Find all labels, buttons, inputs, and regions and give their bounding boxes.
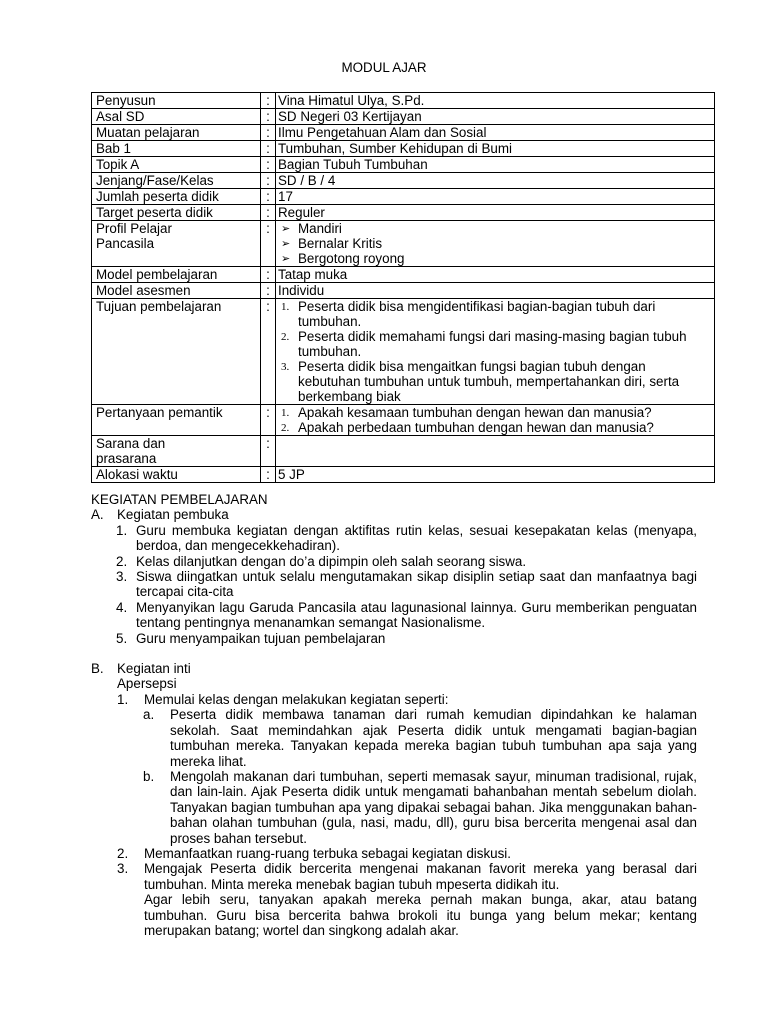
- list-item: [91, 523, 697, 554]
- row-value: [276, 436, 715, 467]
- list-item: [91, 631, 697, 646]
- list-item: 2. Peserta didik memahami fungsi dari masing-masing bagian tubuh tumbuhan.: [281, 329, 687, 359]
- item-text: Memanfaatkan ruang-ruang terbuka sebagai kegiatan diskusi.: [144, 845, 511, 861]
- section-title: Kegiatan inti: [117, 661, 191, 677]
- section-sub-title: Apersepsi: [117, 676, 177, 692]
- row-label: Model asesmen: [92, 283, 261, 299]
- row-value: Tumbuhan, Sumber Kehidupan di Bumi: [276, 141, 715, 157]
- row-label: Jenjang/Fase/Kelas: [92, 173, 261, 189]
- list-item: 3. Peserta didik bisa mengaitkan fungsi bagian tubuh dengan kebutuhan tumbuhan untuk tumbuh, mempertahankan diri, serta berkembang biak: [281, 359, 680, 404]
- table-row-pertanyaan: [92, 405, 715, 436]
- row-value: Reguler: [276, 205, 715, 221]
- list-item: ➢ Mandiri: [278, 221, 708, 236]
- item-number: 2.: [116, 553, 128, 569]
- row-label: Muatan pelajaran: [92, 125, 261, 141]
- item-number: 3.: [117, 861, 129, 877]
- row-value: [276, 405, 715, 436]
- colon: :: [261, 405, 276, 436]
- row-label: Sarana dan prasarana: [92, 436, 261, 467]
- item-text: Mengajak Peserta didik bercerita mengenai makanan favorit mereka yang berasal dari tumbuhan. Minta mereka menebak bagian tubuh mpeserta didikah itu.: [144, 861, 697, 892]
- list-item: [91, 861, 697, 892]
- colon: :: [261, 205, 276, 221]
- row-value: Tatap muka: [276, 267, 715, 283]
- tujuan-list: [278, 299, 708, 404]
- colon: :: [261, 157, 276, 173]
- list-item: [91, 554, 697, 569]
- row-value: Vina Himatul Ulya, S.Pd.: [276, 93, 715, 109]
- table-row: [92, 141, 715, 157]
- row-value: 5 JP: [276, 467, 715, 483]
- colon: :: [261, 189, 276, 205]
- colon: :: [261, 173, 276, 189]
- kegiatan-section: [91, 492, 697, 938]
- item-text: Siswa diingatkan untuk selalu mengutamakan sikap disiplin setiap saat dan manfaatnya bagi tercapai cita-cita: [136, 569, 697, 600]
- row-label: Pertanyaan pemantik: [92, 405, 261, 436]
- list-item: [91, 569, 697, 600]
- table-row: [92, 173, 715, 189]
- row-value: SD Negeri 03 Kertijayan: [276, 109, 715, 125]
- item-text: Guru membuka kegiatan dengan aktifitas rutin kelas, sesuai kesepakatan kelas (menyapa, berdoa, dan mengecekkehadiran).: [136, 522, 697, 554]
- section-b-title: [91, 661, 697, 676]
- row-label: Model pembelajaran: [92, 267, 261, 283]
- list-item: [91, 692, 697, 707]
- item-text: Mengolah makanan dari tumbuhan, seperti memasak sayur, minuman tradisional, rujak, dan lain-lain. Ajak Peserta didik untuk mengamati bahanbahan mentah sebelum diolah. Tanyakan bagian tumbuhan apa yang dipakai sebagai bahan. Jika menggunakan bahan-bahan olahan tumbuhan (gula, nasi, madu, dll), guru bisa bercerita mengenai asal dan proses bahan tersebut.: [170, 768, 697, 846]
- section-marker: A.: [91, 507, 104, 523]
- table-row: [92, 283, 715, 299]
- item-number: 1.: [116, 522, 128, 538]
- table-row-profil: [92, 221, 715, 267]
- list-item: 1. Peserta didik bisa mengidentifikasi bagian-bagian tubuh dari tumbuhan.: [281, 299, 656, 329]
- item-text: Kelas dilanjutkan dengan do’a dipimpin oleh salah seorang siswa.: [136, 553, 527, 569]
- row-value: Bagian Tubuh Tumbuhan: [276, 157, 715, 173]
- row-value: [276, 221, 715, 267]
- item-number: 3.: [116, 569, 128, 585]
- colon: :: [261, 467, 276, 483]
- page-title: MODUL AJAR: [341, 60, 427, 75]
- row-value: 17: [276, 189, 715, 205]
- list-item: [91, 600, 697, 631]
- item-number: 2.: [117, 845, 129, 861]
- table-row: [92, 109, 715, 125]
- colon: :: [261, 436, 276, 467]
- row-value: Individu: [276, 283, 715, 299]
- section-title: Kegiatan pembuka: [117, 507, 229, 523]
- row-value: SD / B / 4: [276, 173, 715, 189]
- list-item: 1. Apakah kesamaan tumbuhan dengan hewan dan manusia?: [281, 405, 652, 420]
- row-label: Bab 1: [92, 141, 261, 157]
- profil-list: [278, 221, 708, 266]
- colon: :: [261, 141, 276, 157]
- list-item-continuation: Agar lebih seru, tanyakan apakah mereka pernah makan bunga, akar, atau batang tumbuhan. Guru bisa bercerita bahwa brokoli itu bunga yang belum mekar; kentang merupakan batang; wortel dan singkong adalah akar.: [144, 892, 697, 938]
- table-row: [92, 125, 715, 141]
- row-label: Topik A: [92, 157, 261, 173]
- colon: :: [261, 93, 276, 109]
- table-row-tujuan: [92, 299, 715, 405]
- colon: :: [261, 299, 276, 405]
- sub-list-item: [91, 769, 697, 846]
- item-number: 5.: [116, 630, 128, 646]
- row-label: Profil Pelajar Pancasila: [92, 221, 261, 267]
- item-text: Guru menyampaikan tujuan pembelajaran: [136, 630, 386, 646]
- table-row: [92, 267, 715, 283]
- sub-list-item: [91, 707, 697, 769]
- pertanyaan-list: [278, 405, 714, 435]
- section-heading: KEGIATAN PEMBELAJARAN: [91, 492, 268, 507]
- table-row: [92, 157, 715, 173]
- item-letter: a.: [143, 707, 155, 723]
- item-number: 1.: [117, 691, 129, 707]
- row-value: [276, 299, 715, 405]
- row-label: Penyusun: [92, 93, 261, 109]
- list-item: [91, 846, 697, 861]
- item-text: Menyanyikan lagu Garuda Pancasila atau lagunasional lainnya. Guru memberikan penguatan tentang pentingnya menanamkan semangat Nasionalisme.: [136, 599, 697, 631]
- section-marker: B.: [91, 661, 104, 677]
- module-info-table: [91, 92, 715, 483]
- row-label: Jumlah peserta didik: [92, 189, 261, 205]
- colon: :: [261, 283, 276, 299]
- row-label: Alokasi waktu: [92, 467, 261, 483]
- table-row: [92, 93, 715, 109]
- colon: :: [261, 267, 276, 283]
- list-item: ➢ Bergotong royong: [278, 251, 708, 266]
- section-a-title: [91, 507, 697, 522]
- item-text: Peserta didik membawa tanaman dari rumah kemudian dipindahkan ke halaman sekolah. Saat memindahkan ajak Peserta didik untuk mengamati bagian-bagian tumbuhan mereka. Tanyakan kepada mereka bagian tubuh tumbuhan apa saja yang mereka lihat.: [170, 707, 697, 769]
- row-label: Asal SD: [92, 109, 261, 125]
- list-item: ➢ Bernalar Kritis: [278, 236, 708, 251]
- table-row: [92, 189, 715, 205]
- table-row: [92, 205, 715, 221]
- table-row: [92, 467, 715, 483]
- item-letter: b.: [143, 768, 155, 784]
- colon: :: [261, 109, 276, 125]
- row-label: Tujuan pembelajaran: [92, 299, 261, 405]
- list-item: 2. Apakah perbedaan tumbuhan dengan hewan dan manusia?: [281, 420, 654, 435]
- item-number: 4.: [116, 599, 128, 615]
- colon: :: [261, 221, 276, 267]
- row-value: Ilmu Pengetahuan Alam dan Sosial: [276, 125, 715, 141]
- colon: :: [261, 125, 276, 141]
- item-text: Memulai kelas dengan melakukan kegiatan seperti:: [144, 691, 449, 707]
- table-row-sarana: [92, 436, 715, 467]
- row-label: Target peserta didik: [92, 205, 261, 221]
